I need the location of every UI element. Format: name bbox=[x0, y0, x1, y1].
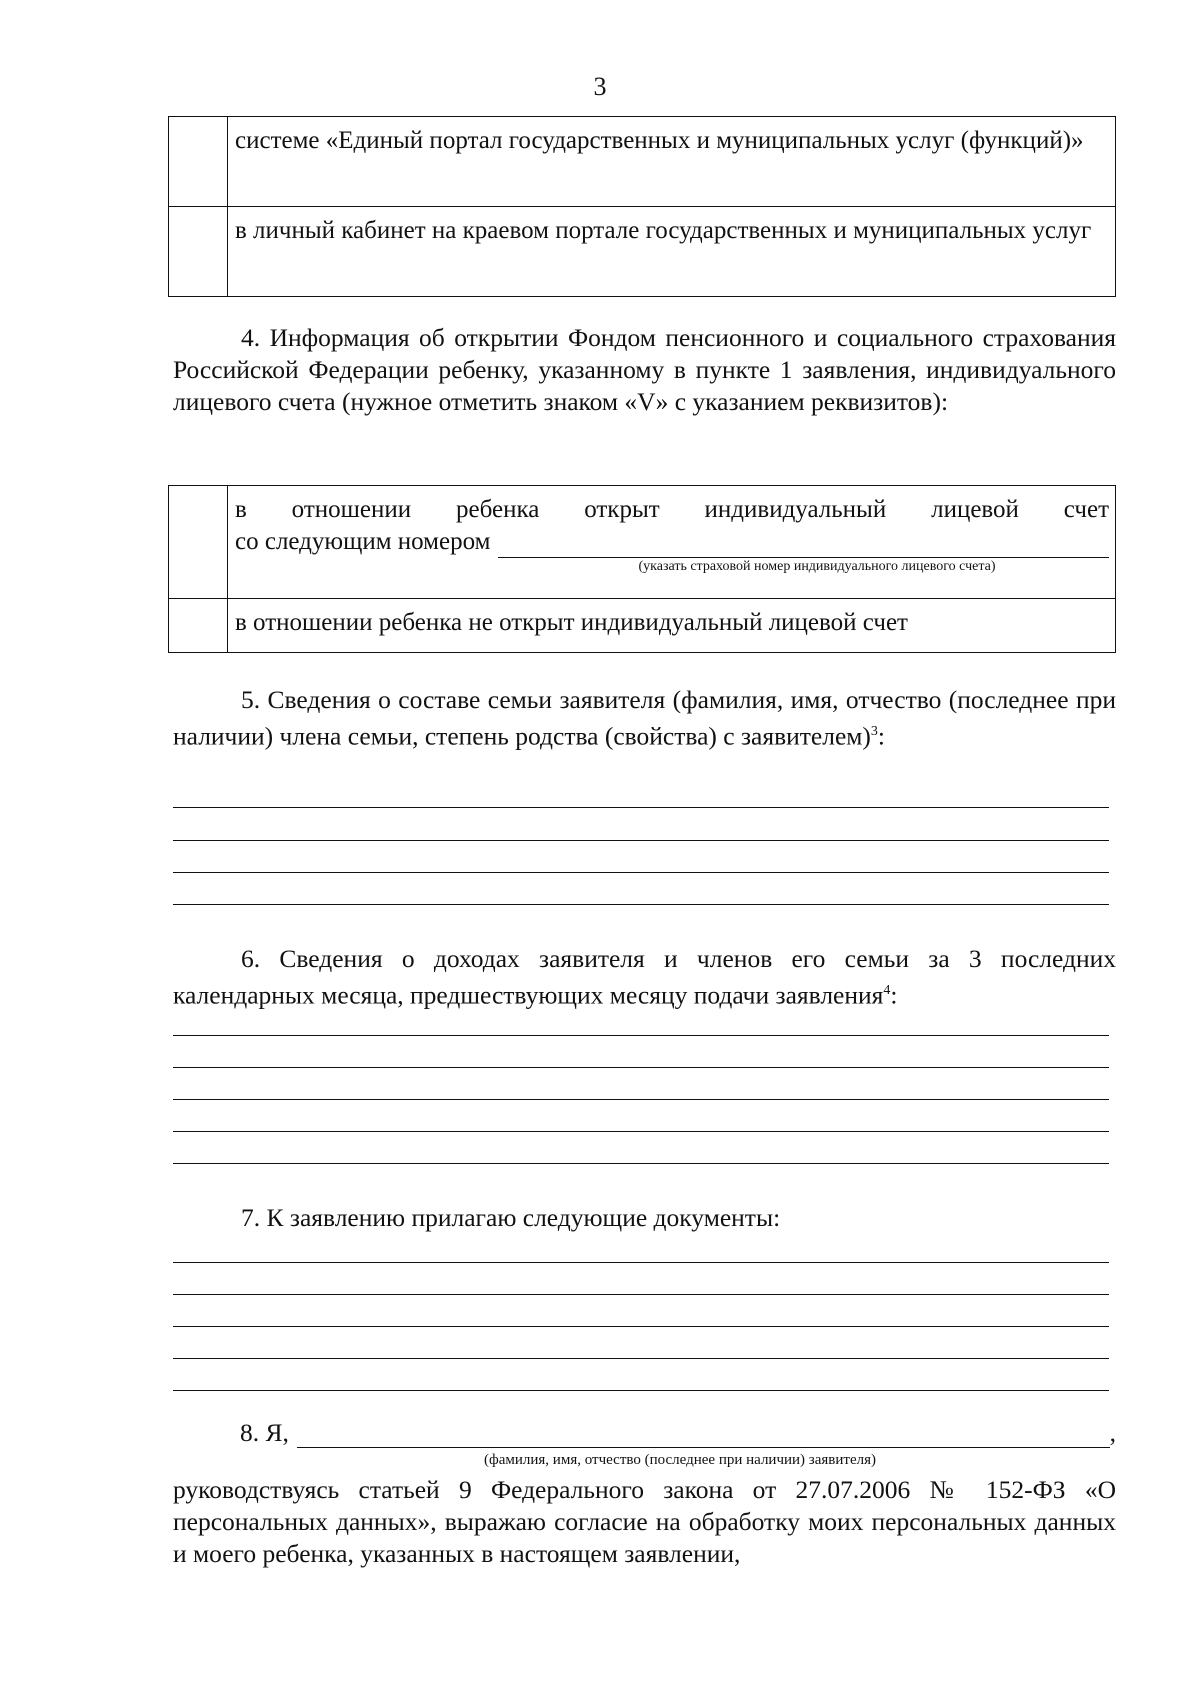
writing-line[interactable] bbox=[173, 1163, 1109, 1164]
option-checkbox[interactable] bbox=[169, 486, 228, 599]
option-label: в личный кабинет на краевом портале государственных и муниципальных услуг bbox=[228, 207, 1116, 297]
option-checkbox[interactable] bbox=[169, 207, 228, 297]
account-number-field[interactable] bbox=[498, 531, 1109, 558]
writing-line[interactable] bbox=[173, 840, 1109, 841]
section-4-paragraph: 4. Информация об открытии Фондом пенсионного и социального страхования Российской Федерации ребенку, указанному в пункте 1 заявления, индивидуального лицевого счета (нужное отметить знаком «V» с указанием реквизитов): bbox=[173, 323, 1116, 416]
writing-line[interactable] bbox=[173, 1099, 1109, 1100]
writing-line[interactable] bbox=[173, 1131, 1109, 1132]
table-row bbox=[169, 599, 1116, 653]
page-number: 3 bbox=[593, 72, 607, 101]
writing-line[interactable] bbox=[173, 1262, 1109, 1263]
section-8-paragraph: руководствуясь статьей 9 Федерального закона от 27.07.2006 № 152-ФЗ «О персональных данных», выражаю согласие на обработку моих персональных данных и моего ребенка, указанных в настоящем заявлении, bbox=[173, 1475, 1116, 1568]
section-5-paragraph: 5. Сведения о составе семьи заявителя (фамилия, имя, отчество (последнее при наличии) члена семьи, степень родства (свойства) с заявителем)$^3$: bbox=[173, 685, 1116, 751]
account-number-caption: (указать страховой номер индивидуального лицевого счета) bbox=[638, 559, 996, 574]
applicant-name-field[interactable] bbox=[297, 1421, 1110, 1448]
writing-line[interactable] bbox=[173, 1326, 1109, 1327]
writing-line[interactable] bbox=[173, 807, 1109, 808]
option-label: в отношении ребенка открыт индивидуальный лицевой счет со следующим номером (указать страховой номер индивидуального лицевого счета) bbox=[228, 486, 1116, 599]
table-row bbox=[169, 207, 1116, 297]
applicant-name-caption: (фамилия, имя, отчество (последнее при наличии) заявителя) bbox=[484, 1452, 876, 1468]
option-label: системе «Единый портал государственных и муниципальных услуг (функций)» bbox=[228, 117, 1116, 207]
writing-line[interactable] bbox=[173, 1358, 1109, 1359]
writing-line[interactable] bbox=[173, 872, 1109, 873]
writing-line[interactable] bbox=[173, 904, 1109, 905]
table-row bbox=[169, 486, 1116, 599]
section-6-paragraph: 6. Сведения о доходах заявителя и членов его семьи за 3 последних календарных месяца, предшествующих месяцу подачи заявления$^4$: bbox=[173, 944, 1116, 1010]
option-label: в отношении ребенка не открыт индивидуальный лицевой счет bbox=[228, 599, 1116, 653]
option-checkbox[interactable] bbox=[169, 117, 228, 207]
option-checkbox[interactable] bbox=[169, 599, 228, 653]
delivery-options-table bbox=[168, 116, 1116, 297]
writing-line[interactable] bbox=[173, 1035, 1109, 1036]
section-8-name-line: 8. Я, , bbox=[240, 1418, 1116, 1447]
table-row bbox=[169, 117, 1116, 207]
writing-line[interactable] bbox=[173, 1067, 1109, 1068]
account-options-table bbox=[168, 485, 1116, 653]
writing-line[interactable] bbox=[173, 1390, 1109, 1391]
writing-line[interactable] bbox=[173, 1294, 1109, 1295]
section-7-paragraph: 7. К заявлению прилагаю следующие документы: bbox=[241, 1203, 781, 1232]
